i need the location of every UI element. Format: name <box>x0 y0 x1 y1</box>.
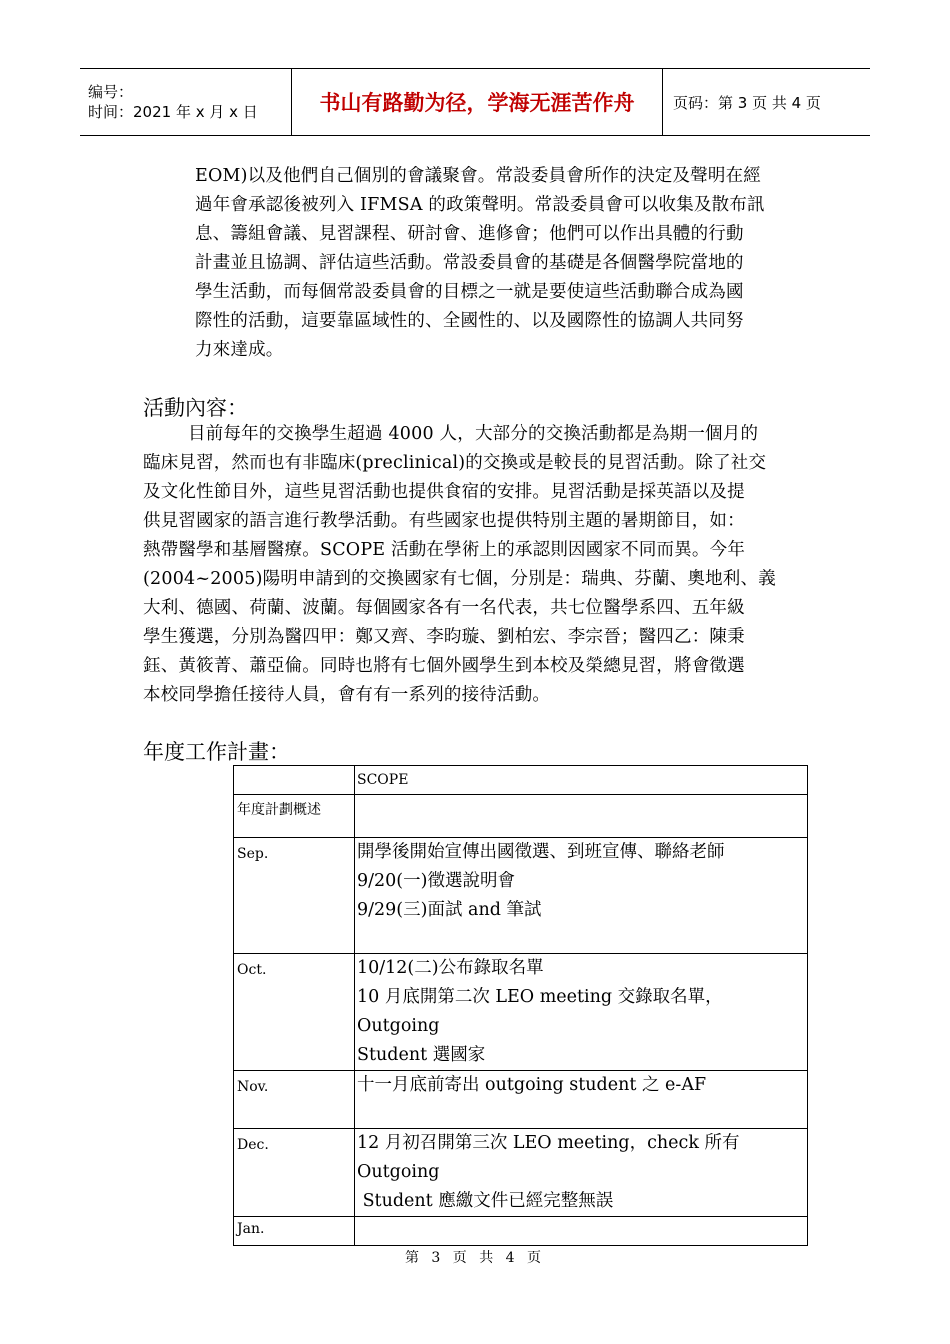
overview-label: 年度計劃概述 <box>234 795 355 838</box>
table-cell <box>355 795 808 838</box>
motto: 书山有路勤为径，学海无涯苦作舟 <box>292 69 663 136</box>
table-row <box>234 838 808 954</box>
table-row <box>234 1071 808 1129</box>
activity-line: 本校同學擔任接待人員，會有有一系列的接待活動。 <box>143 685 551 705</box>
intro-line: 息、籌組會議、見習課程、研討會、進修會；他們可以作出具體的行動 <box>195 224 744 244</box>
month-cell: Dec. <box>234 1129 355 1217</box>
plan-title-cell: SCOPE <box>355 766 808 795</box>
annual-plan-table <box>233 765 808 1246</box>
activity-line: 大利、德國、荷蘭、波蘭。每個國家各有一名代表，共七位醫學系四、五年級 <box>143 598 745 618</box>
activity-line: 臨床見習，然而也有非臨床(preclinical)的交換或是較長的見習活動。除了社交 <box>143 453 767 473</box>
header-meta <box>80 69 292 136</box>
activity-heading: 活動內容： <box>143 396 248 420</box>
intro-paragraph <box>195 162 805 365</box>
table-row <box>234 1129 808 1217</box>
task-line: 12 月初召開第三次 LEO meeting，check 所有 Outgoing <box>357 1133 740 1182</box>
task-line: Student 選國家 <box>357 1045 486 1065</box>
task-cell <box>355 1217 808 1246</box>
task-line: 開學後開始宣傳出國徵選、到班宣傳、聯絡老師 <box>357 842 725 862</box>
intro-line: 際性的活動，這要靠區域性的、全國性的、以及國際性的協調人共同努 <box>195 311 744 331</box>
intro-line: 過年會承認後被列入 IFMSA 的政策聲明。常設委員會可以收集及散布訊 <box>195 195 765 215</box>
page-footer: 第 3 页 共 4 页 <box>404 1250 546 1266</box>
number-label: 编号： <box>88 83 134 101</box>
page-header <box>80 68 870 136</box>
activity-line: 學生獲選，分別為醫四甲：鄭又齊、李昀璇、劉柏宏、李宗晉；醫四乙：陳秉 <box>143 627 745 647</box>
month-cell: Nov. <box>234 1071 355 1129</box>
month-cell: Oct. <box>234 954 355 1071</box>
date-label: 时间：2021 年 x 月 x 日 <box>88 103 258 121</box>
intro-line: 計畫並且協調、評估這些活動。常設委員會的基礎是各個醫學院當地的 <box>195 253 744 273</box>
intro-line: 力來達成。 <box>195 340 284 360</box>
activity-line: 熱帶醫學和基層醫療。SCOPE 活動在學術上的承認則因國家不同而異。今年 <box>143 540 746 560</box>
table-row <box>234 954 808 1071</box>
page-label: 页码：第 3 页 共 4 页 <box>663 69 871 136</box>
task-line: 9/20(一)徵選說明會 <box>357 871 515 891</box>
task-line: 10 月底開第二次 LEO meeting 交錄取名單，Outgoing <box>357 987 723 1036</box>
month-cell: Jan. <box>234 1217 355 1246</box>
activity-line: (2004~2005)陽明申請到的交換國家有七個，分別是：瑞典、芬蘭、奧地利、義 <box>143 569 776 589</box>
intro-line: 學生活動，而每個常設委員會的目標之一就是要使這些活動聯合成為國 <box>195 282 744 302</box>
task-line: Student 應繳文件已經完整無誤 <box>357 1191 614 1211</box>
task-line: 十一月底前寄出 outgoing student 之 e-AF <box>357 1075 707 1095</box>
activity-line: 目前每年的交換學生超過 4000 人，大部分的交換活動都是為期一個月的 <box>188 424 759 444</box>
table-row <box>234 766 808 795</box>
activity-line: 及文化性節目外，這些見習活動也提供食宿的安排。見習活動是採英語以及提 <box>143 482 745 502</box>
task-cell <box>355 1129 808 1217</box>
month-cell: Sep. <box>234 838 355 954</box>
activity-paragraph <box>143 420 803 710</box>
task-cell <box>355 1071 808 1129</box>
task-cell <box>355 954 808 1071</box>
table-cell <box>234 766 355 795</box>
intro-line: EOM)以及他們自己個別的會議聚會。常設委員會所作的決定及聲明在經 <box>195 166 761 186</box>
activity-line: 鈺、黃筱菁、蕭亞倫。同時也將有七個外國學生到本校及榮總見習，將會徵選 <box>143 656 745 676</box>
task-cell <box>355 838 808 954</box>
task-line: 9/29(三)面試 and 筆試 <box>357 900 542 920</box>
task-line: 10/12(二)公布錄取名單 <box>357 958 544 978</box>
plan-heading: 年度工作計畫： <box>143 740 290 764</box>
table-row <box>234 1217 808 1246</box>
table-row <box>234 795 808 838</box>
activity-line: 供見習國家的語言進行教學活動。有些國家也提供特別主題的暑期節目，如： <box>143 511 745 531</box>
